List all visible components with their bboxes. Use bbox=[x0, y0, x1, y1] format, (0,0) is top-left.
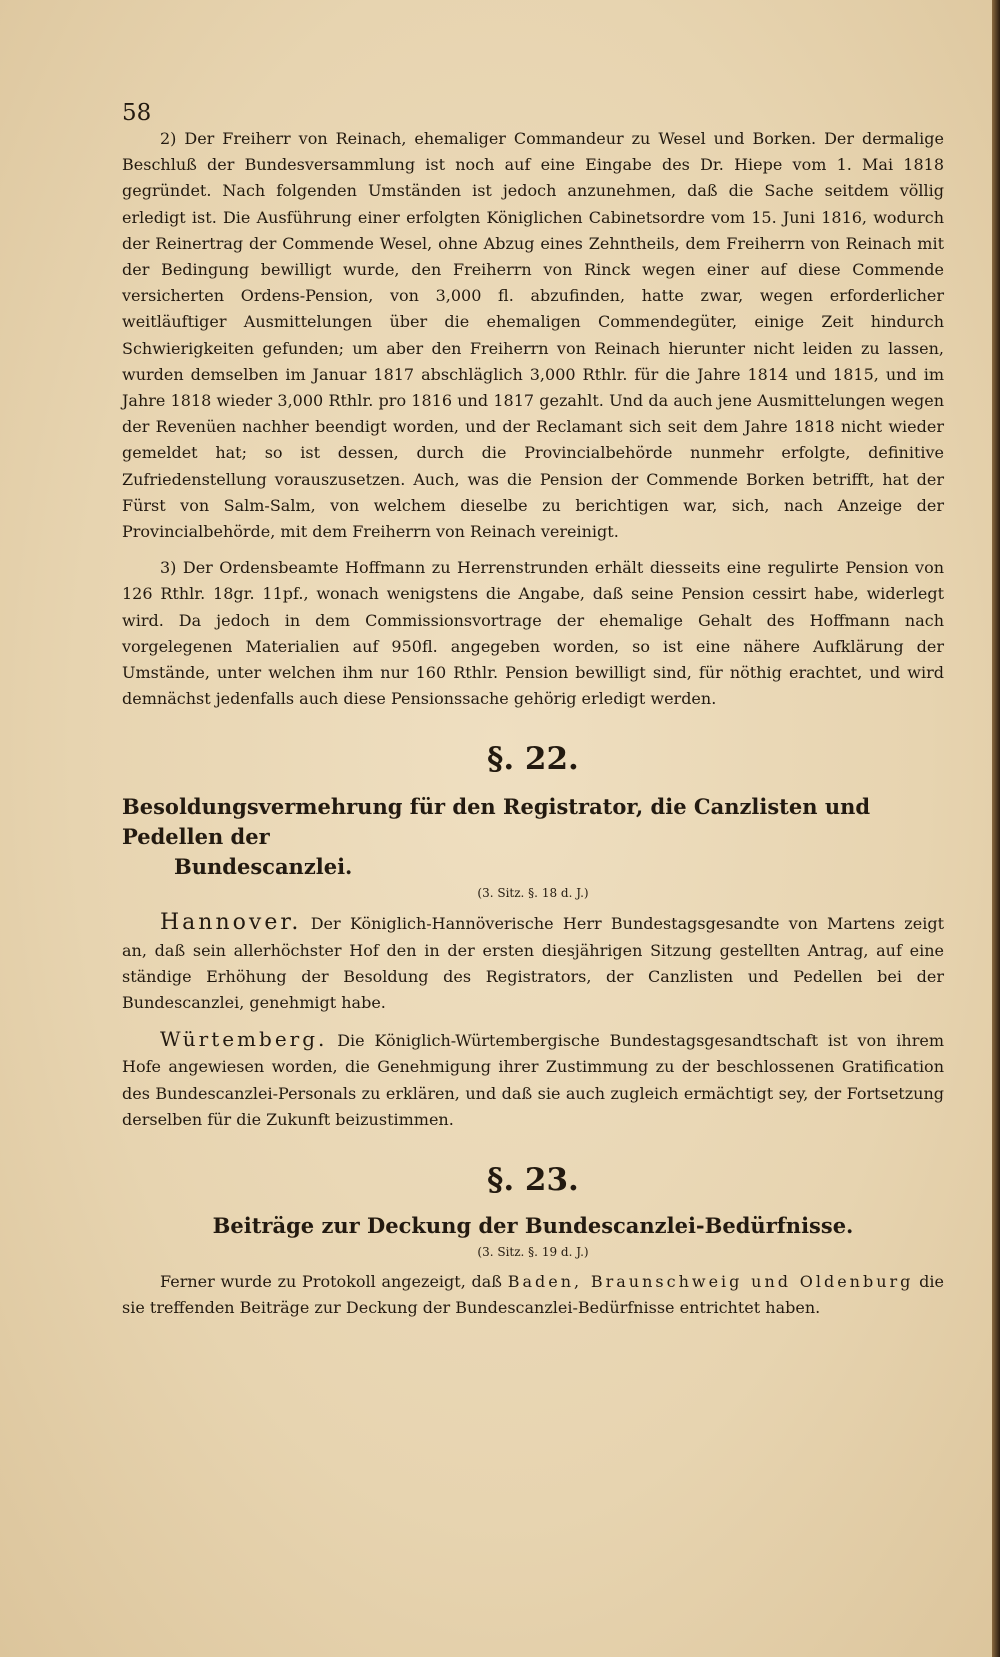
paragraph-wuertemberg bbox=[122, 1026, 944, 1133]
section-23-title: Beiträge zur Deckung der Bundescanzlei-Bedürfnisse. bbox=[212, 1213, 854, 1239]
hannover-text: Der Königlich-Hannöverische Herr Bundestagsgesandte von Martens zeigt an, daß sein allerhöchster Hof den in der ersten diesjährigen Sitzung gestellten Antrag, auf eine ständige Erhöhung der Besoldung des Registrators, der Canzlisten und Pedellen bei der Bundescanzlei, genehmigt habe. bbox=[122, 914, 944, 1013]
section-23-number: §. 23. bbox=[487, 1162, 579, 1199]
state-label-hannover: Hannover. bbox=[160, 910, 302, 936]
section-23-text-before: Ferner wurde zu Protokoll angezeigt, daß bbox=[160, 1272, 502, 1292]
section-23-session-ref: (3. Sitz. §. 19 d. J.) bbox=[477, 1245, 589, 1260]
paragraph-2-reinach: 2) Der Freiherr von Reinach, ehemaliger Commandeur zu Wesel und Borken. Der dermalige Beschluß der Bundesversammlung ist noch auf eine Eingabe des Dr. Hiepe vom 1. Mai 1818 gegründet. Nach folgenden Umständen ist jedoch anzunehmen, daß die Sache seitdem völlig erledigt ist. Die Ausführung einer erfolgten Königlichen Cabinetsordre vom 15. Juni 1816, wodurch der Reinertrag der Commende Wesel, ohne Abzug eines Zehntheils, dem Freiherrn von Reinach mit der Bedingung bewilligt wurde, den Freiherrn von Rinck wegen einer auf diese Commende versicherten Ordens-Pension, von 3,000 fl. abzufinden, hatte zwar, wegen erforderlicher weitläuftiger Ausmittelungen über die ehemaligen Commendegüter, einige Zeit hindurch Schwierigkeiten gefunden; um aber den Freiherrn von Reinach hierunter nicht leiden zu lassen, wurden demselben im Januar 1817 abschläglich 3,000 Rthlr. für die Jahre 1814 und 1815, und im Jahre 1818 wieder 3,000 Rthlr. pro 1816 und 1817 gezahlt. Und da auch jene Ausmittelungen wegen der Revenüen nachher beendigt worden, und der Reclamant sich seit dem Jahre 1818 nicht wieder gemeldet hat; so ist dessen, durch die Provincialbehörde nunmehr erfolgte, definitive Zufriedenstellung vorauszusetzen. Auch, was die Pension der Commende Borken betrifft, hat der Fürst von Salm-Salm, von welchem dieselbe zu berichtigen war, sich, nach Anzeige der Provincialbehörde, mit dem Freiherrn von Reinach vereinigt. bbox=[122, 129, 944, 542]
page-edge-shadow bbox=[992, 0, 1000, 1657]
paragraph-3-hoffmann: 3) Der Ordensbeamte Hoffmann zu Herrenstrunden erhält diesseits eine regulirte Pension von 126 Rthlr. 18gr. 11pf., wonach wenigstens die Angabe, daß seine Pension cessirt habe, widerlegt wird. Da jedoch in dem Commissionsvortrage der ehemalige Gehalt des Hoffmann nach vorgelegenen Materialien auf 950fl. angegeben worden, so ist eine nähere Aufklärung der Umstände, unter welchen ihm nur 160 Rthlr. Pension bewilligt sind, für nöthig erachtet, und wird demnächst jedenfalls auch diese Pensionssache gehörig erledigt werden. bbox=[122, 558, 944, 709]
section-22-session-ref: (3. Sitz. §. 18 d. J.) bbox=[477, 886, 589, 901]
paragraph-section-23 bbox=[122, 1269, 944, 1321]
section-23-states: Baden, Braunschweig und Oldenburg bbox=[507, 1272, 914, 1292]
state-label-wuertemberg: Würtemberg. bbox=[160, 1027, 328, 1052]
paragraph-hannover bbox=[122, 910, 944, 1016]
wuertemberg-text: Die Königlich-Würtembergische Bundestagsgesandtschaft ist von ihrem Hofe angewiesen worden, die Genehmigung ihrer Zustimmung zu der beschlossenen Gratification des Bundescanzlei-Personals zu erklären, und daß sie auch zugleich ermächtigt sey, der Fortsetzung derselben für die Zukunft beizustimmen. bbox=[122, 1031, 945, 1129]
text-block bbox=[122, 126, 944, 1322]
section-22-number: §. 22. bbox=[487, 741, 579, 778]
section-22-title-line1: Besoldungsvermehrung für den Registrator, die Canzlisten und Pedellen der bbox=[122, 794, 871, 850]
page-number: 58 bbox=[122, 100, 152, 126]
section-22-title bbox=[122, 792, 944, 882]
section-22-title-line2: Bundescanzlei. bbox=[174, 854, 353, 880]
section-23-text-after: die sie treffenden Beiträge zur Deckung der Bundescanzlei-Bedürfnisse entrichtet haben. bbox=[122, 1272, 944, 1318]
